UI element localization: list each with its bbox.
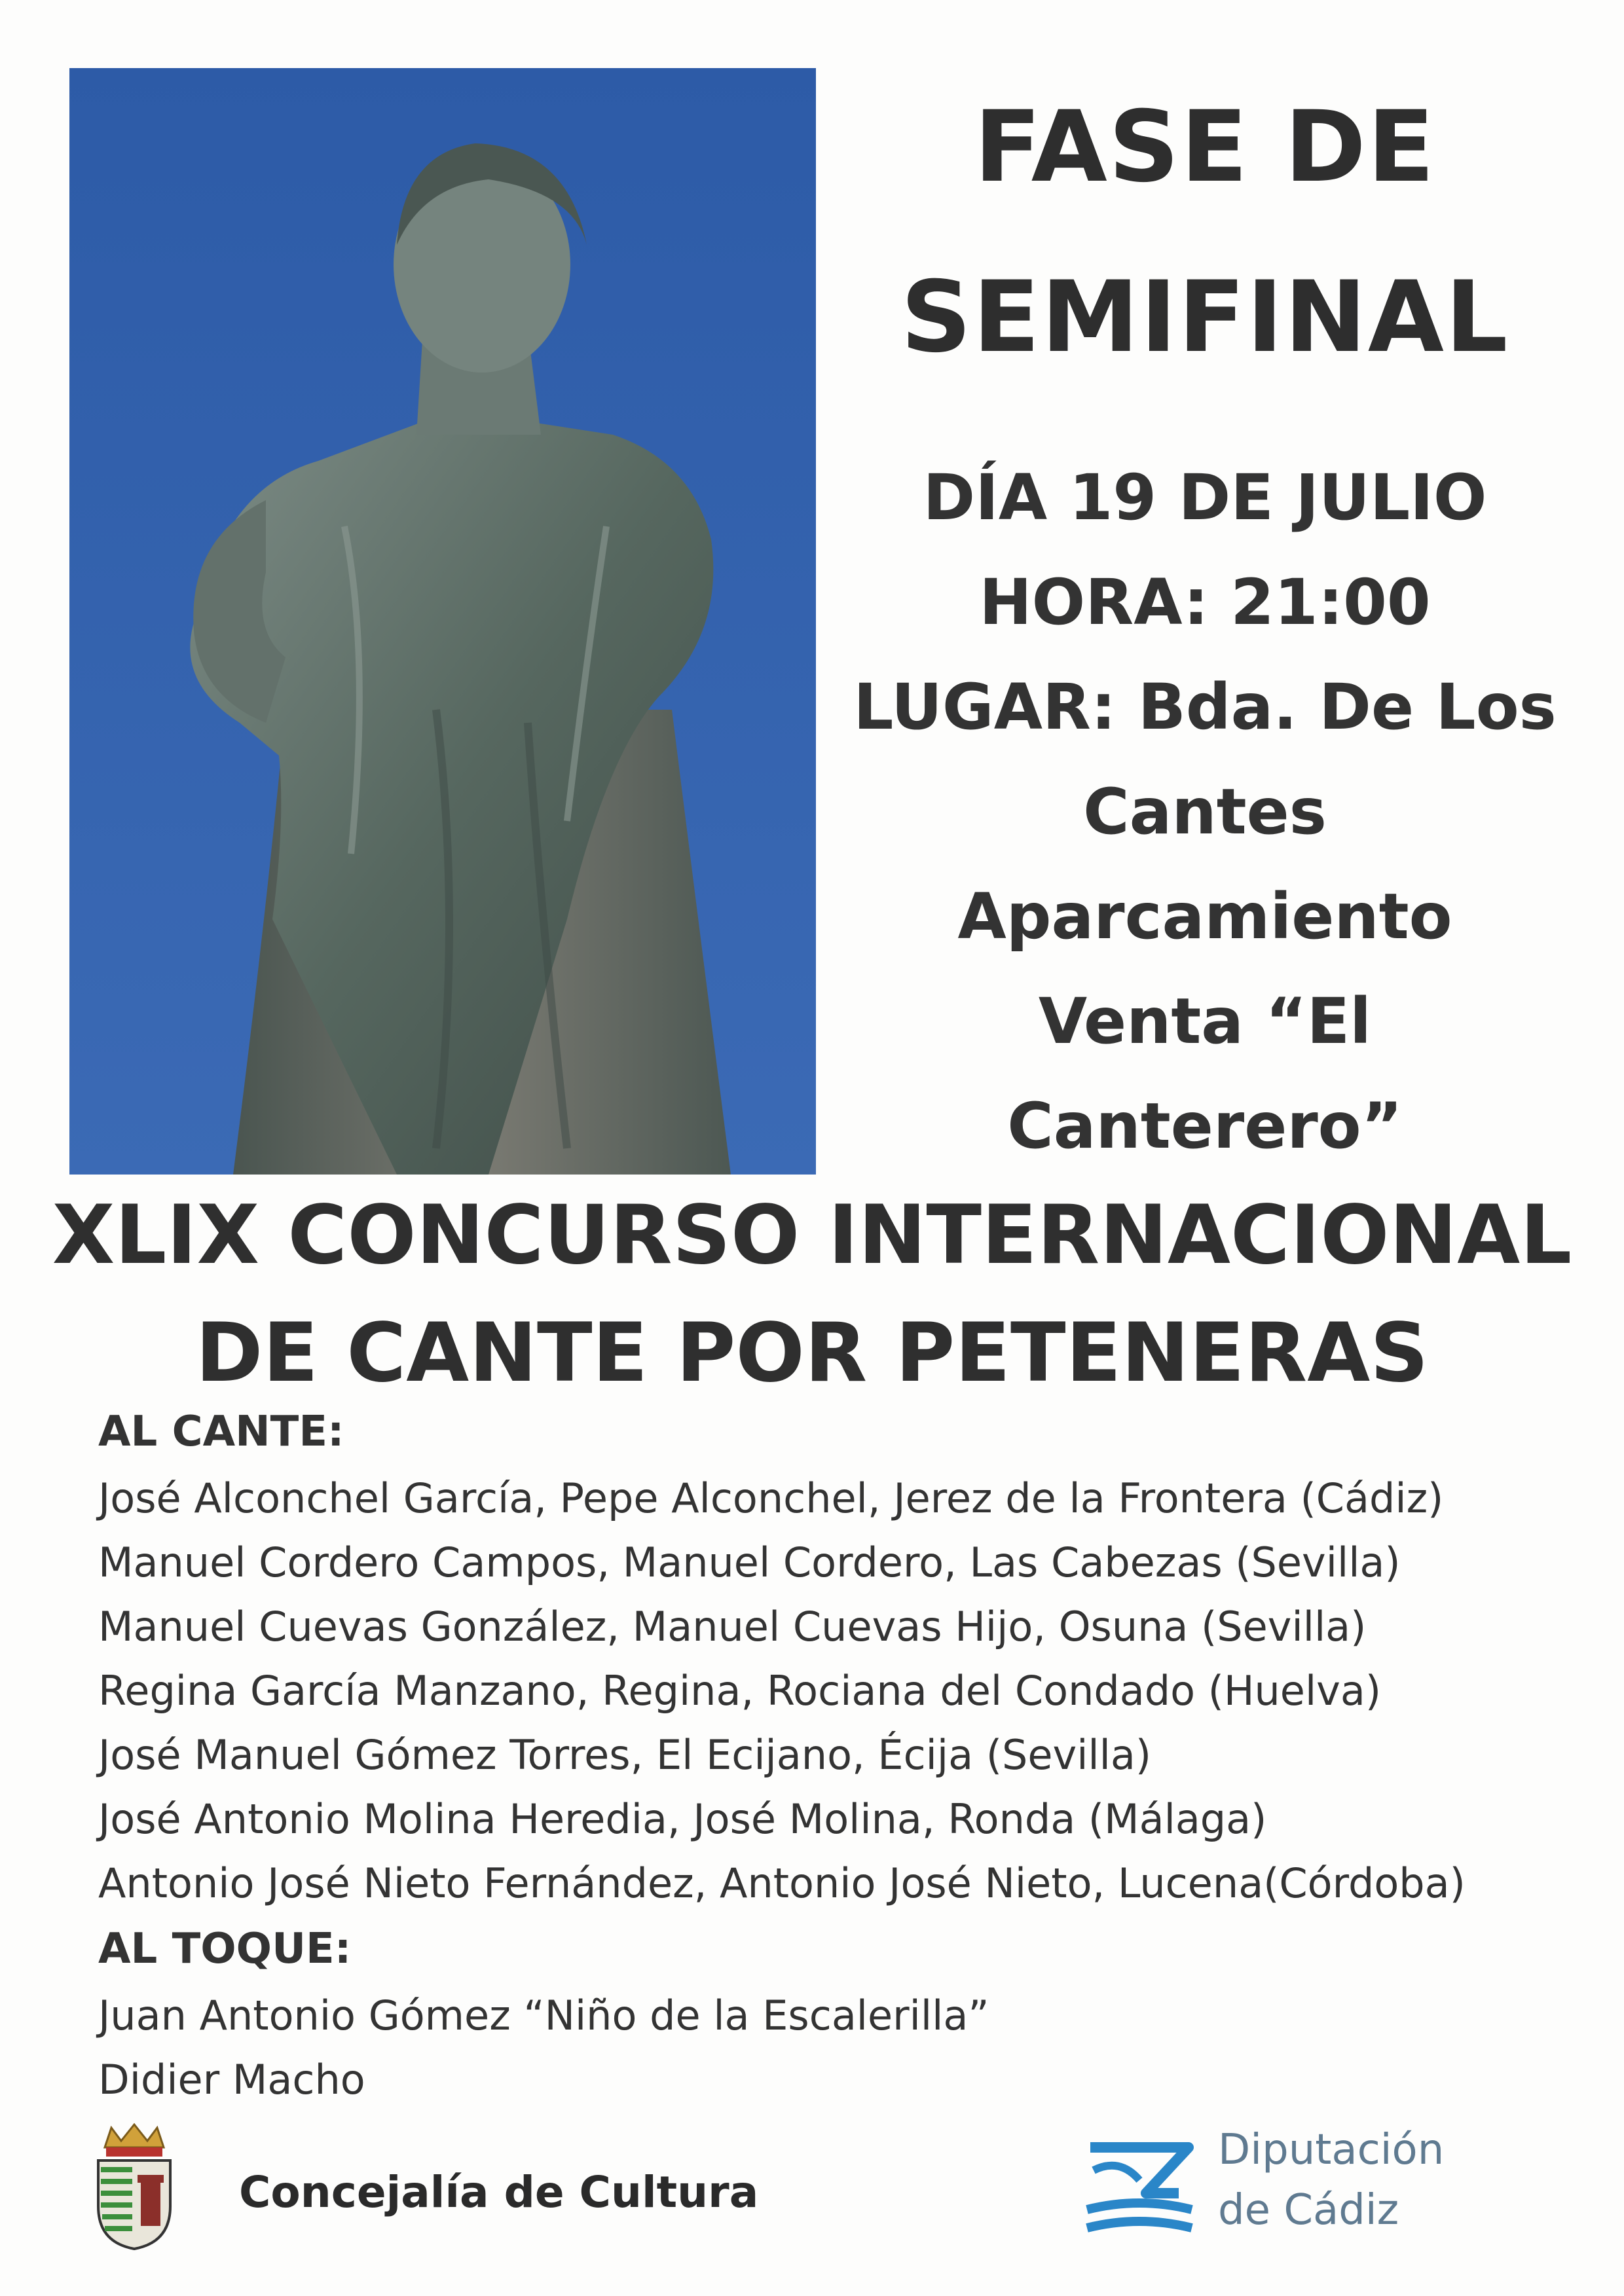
diputacion-line-1: Diputación <box>1218 2126 1445 2174</box>
contest-title-line-2: DE CANTE POR PETENERAS <box>195 1306 1429 1400</box>
list-item: Regina García Manzano, Regina, Rociana del Condado (Huelva) <box>98 1667 1382 1715</box>
event-place-1: LUGAR: Bda. De Los <box>853 670 1557 744</box>
event-place-2: Cantes <box>1083 775 1327 848</box>
event-time: HORA: 21:00 <box>979 566 1431 639</box>
list-item: José Antonio Molina Heredia, José Molina, Ronda (Málaga) <box>98 1795 1267 1843</box>
title-line-2: SEMIFINAL <box>900 261 1509 374</box>
statue-photo <box>69 68 816 1175</box>
list-item: Antonio José Nieto Fernández, Antonio José Nieto, Lucena(Córdoba) <box>98 1859 1466 1907</box>
diputacion-label <box>1218 2120 1444 2240</box>
list-item: José Manuel Gómez Torres, El Ecijano, Écija (Sevilla) <box>98 1731 1152 1779</box>
list-item: Manuel Cuevas González, Manuel Cuevas Hijo, Osuna (Sevilla) <box>98 1603 1367 1650</box>
concejalia-label: Concejalía de Cultura <box>239 2167 759 2217</box>
list-item: José Alconchel García, Pepe Alconchel, Jerez de la Frontera (Cádiz) <box>98 1474 1444 1522</box>
al-cante-heading: AL CANTE: <box>98 1408 344 1456</box>
diputacion-logo-icon <box>1080 2131 1198 2236</box>
contest-title-line-1: XLIX CONCURSO INTERNACIONAL <box>52 1188 1572 1283</box>
event-info <box>819 445 1591 1178</box>
event-day: DÍA 19 DE JULIO <box>923 461 1487 534</box>
al-cante-list <box>98 1467 1604 1916</box>
title-line-1: FASE DE <box>974 90 1436 204</box>
event-place-3: Aparcamiento <box>957 880 1452 953</box>
diputacion-line-2: de Cádiz <box>1218 2186 1399 2234</box>
town-crest-icon <box>92 2121 177 2252</box>
list-item: Didier Macho <box>98 2056 365 2104</box>
list-item: Juan Antonio Gómez “Niño de la Escalerilla” <box>98 1992 989 2039</box>
al-toque-list <box>98 1984 1604 2112</box>
al-toque-heading: AL TOQUE: <box>98 1925 352 1973</box>
event-place-4: Venta “El <box>1038 985 1372 1058</box>
list-item: Manuel Cordero Campos, Manuel Cordero, Las Cabezas (Sevilla) <box>98 1539 1401 1586</box>
event-place-5: Canterero” <box>1007 1089 1403 1163</box>
